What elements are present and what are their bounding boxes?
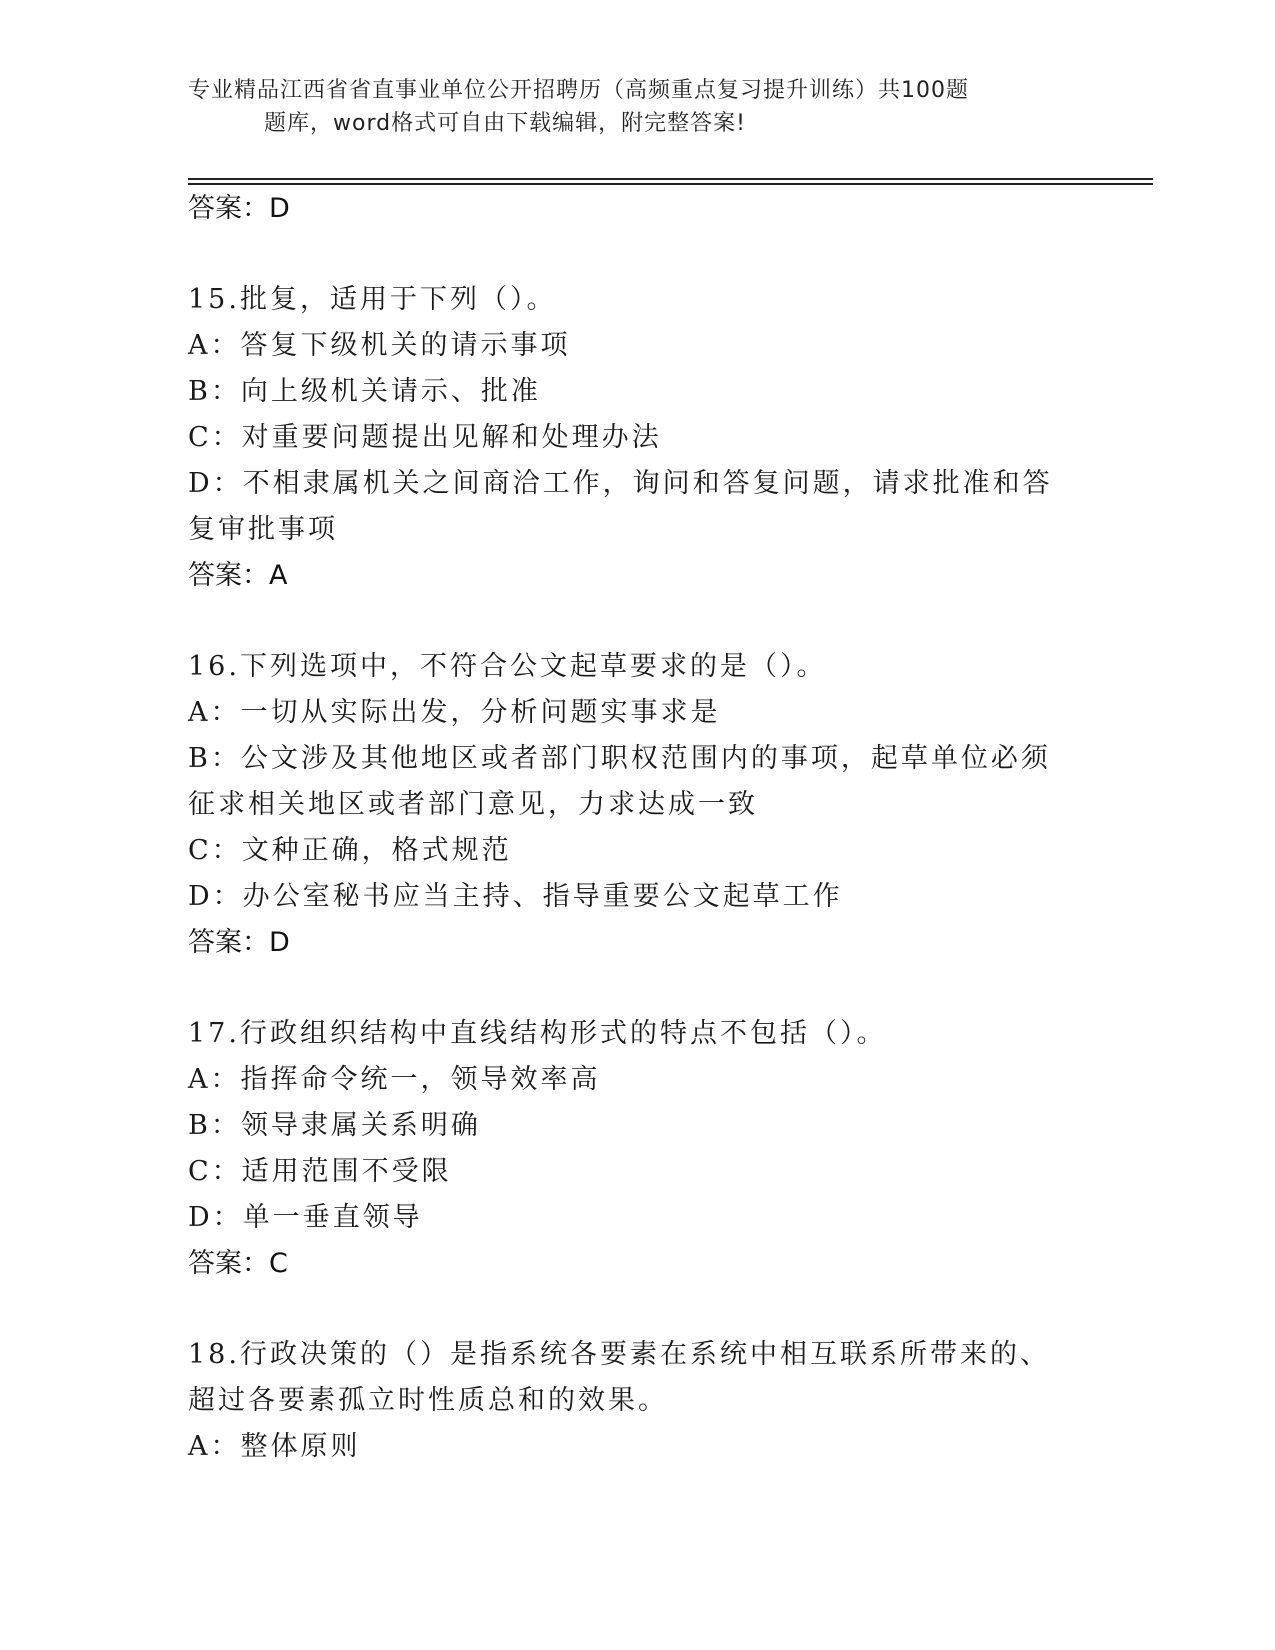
option-b: B：公文涉及其他地区或者部门职权范围内的事项，起草单位必须征求相关地区或者部门意见，力求达成一致 [188,743,1051,820]
question-text: 16.下列选项中，不符合公文起草要求的是（）。 [188,651,827,682]
option-d: D：不相隶属机关之间商洽工作，询问和答复问题，请求批准和答复审批事项 [188,468,1053,545]
option-c: C：对重要问题提出见解和处理办法 [188,422,662,453]
question-text: 15.批复，适用于下列（）。 [188,284,557,315]
header-divider-bottom [188,183,1153,185]
option-a: A：一切从实际出发，分析问题实事求是 [188,697,721,728]
option-a: A：答复下级机关的请示事项 [188,330,571,361]
answer-label: 答案：A [188,560,288,591]
question-block [188,1011,1078,1287]
question-block [188,644,1078,966]
option-d: D：单一垂直领导 [188,1202,423,1233]
option-c: C：文种正确，格式规范 [188,835,512,866]
header-divider-top [188,178,1153,180]
question-text: 18.行政决策的（）是指系统各要素在系统中相互联系所带来的、超过各要素孤立时性质总和的效果。 [188,1339,1050,1416]
option-d: D：办公室秘书应当主持、指导重要公文起草工作 [188,881,843,912]
question-text: 17.行政组织结构中直线结构形式的特点不包括（）。 [188,1018,887,1049]
header-title-line1: 专业精品江西省省直事业单位公开招聘历（高频重点复习提升训练）共100题 [188,78,969,103]
question-block [188,1332,1078,1470]
answer-label: 答案：D [188,927,290,958]
answer-label: 答案：C [188,1248,288,1279]
option-a: A：指挥命令统一，领导效率高 [188,1064,601,1095]
option-c: C：适用范围不受限 [188,1156,452,1187]
question-list [188,186,1078,1470]
option-b: B：向上级机关请示、批准 [188,376,541,407]
answer-label: 答案：D [188,193,290,224]
header-title-line2: 题库，word格式可自由下载编辑，附完整答案! [264,111,746,136]
option-a: A：整体原则 [188,1431,361,1462]
question-block [188,277,1078,599]
document-header [188,74,1068,140]
option-b: B：领导隶属关系明确 [188,1110,481,1141]
